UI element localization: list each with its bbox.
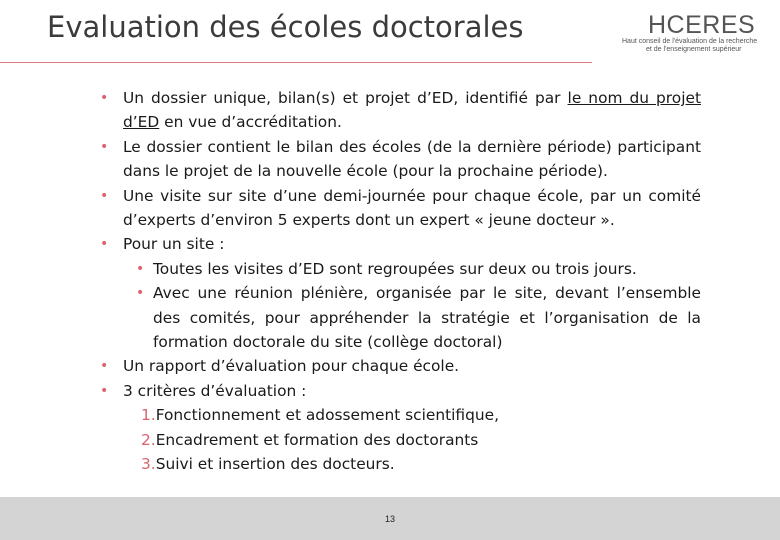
bullet-text: Le dossier contient le bilan des écoles (de la dernière période) participant dans le projet de la nouvelle école (pour la prochaine période).	[123, 137, 701, 181]
criteria-item	[141, 452, 701, 476]
bullet-dot-icon: •	[100, 90, 109, 106]
page-number: 13	[384, 514, 395, 524]
logo-subtitle-line2: et de l'enseignement supérieur	[646, 46, 742, 53]
bullet-dot-icon: •	[100, 358, 109, 375]
bullet-dot-icon: •	[136, 285, 145, 302]
sub-bullet-reunion	[136, 281, 701, 354]
sub-bullet-visites	[136, 257, 701, 281]
bullet-site	[100, 232, 701, 256]
bullet-dot-icon: •	[100, 187, 109, 204]
bullet-criteres	[100, 379, 701, 403]
criteria-text: Suivi et insertion des docteurs.	[155, 455, 395, 474]
bullet-text: Pour un site :	[123, 235, 225, 254]
criteria-text: Fonctionnement et adossement scientifique,	[155, 406, 500, 425]
criteria-item	[141, 428, 701, 452]
bullet-text: 3 critères d’évaluation :	[123, 381, 307, 400]
logo-subtitle-line1: Haut conseil de l'évaluation de la recherche	[622, 38, 758, 45]
logo-name: HCERES	[648, 11, 756, 39]
criteria-number: 2.	[141, 430, 156, 449]
bullet-dot-icon: •	[100, 236, 109, 253]
criteria-number: 1.	[141, 406, 156, 425]
bullet-text: Un rapport d’évaluation pour chaque école.	[123, 357, 460, 376]
hceres-logo	[622, 12, 772, 54]
bullet-dot-icon: •	[100, 138, 109, 155]
slide-title: Evaluation des écoles doctorales	[47, 10, 524, 44]
bullet-dossier-unique	[100, 86, 701, 135]
bullet-dossier-contenu	[100, 135, 701, 184]
criteria-item	[141, 403, 701, 427]
bullet-text: Un dossier unique, bilan(s) et projet d’ED, identifié par	[123, 89, 568, 107]
criteria-number: 3.	[141, 455, 156, 474]
criteria-text: Encadrement et formation des doctorants	[155, 430, 479, 449]
bullet-visite	[100, 184, 701, 233]
title-divider	[0, 62, 592, 63]
footer-bar	[0, 497, 780, 540]
bullet-text: Avec une réunion plénière, organisée par le site, devant l’ensemble des comités, pour appréhender la stratégie et l’organisation de la formation doctorale du site (collège doctoral)	[153, 284, 701, 352]
bullet-dot-icon: •	[136, 260, 145, 277]
bullet-dot-icon: •	[100, 382, 109, 399]
bullet-text: Toutes les visites d’ED sont regroupées sur deux ou trois jours.	[153, 259, 637, 278]
slide-body	[100, 86, 701, 477]
bullet-rapport	[100, 354, 701, 378]
bullet-text: en vue d’accréditation.	[159, 113, 342, 132]
bullet-text: Une visite sur site d’une demi-journée pour chaque école, par un comité d’experts d’environ 5 experts dont un expert « jeune docteur ».	[123, 186, 701, 230]
underlined-text: le nom du projet d’ED	[123, 89, 701, 132]
